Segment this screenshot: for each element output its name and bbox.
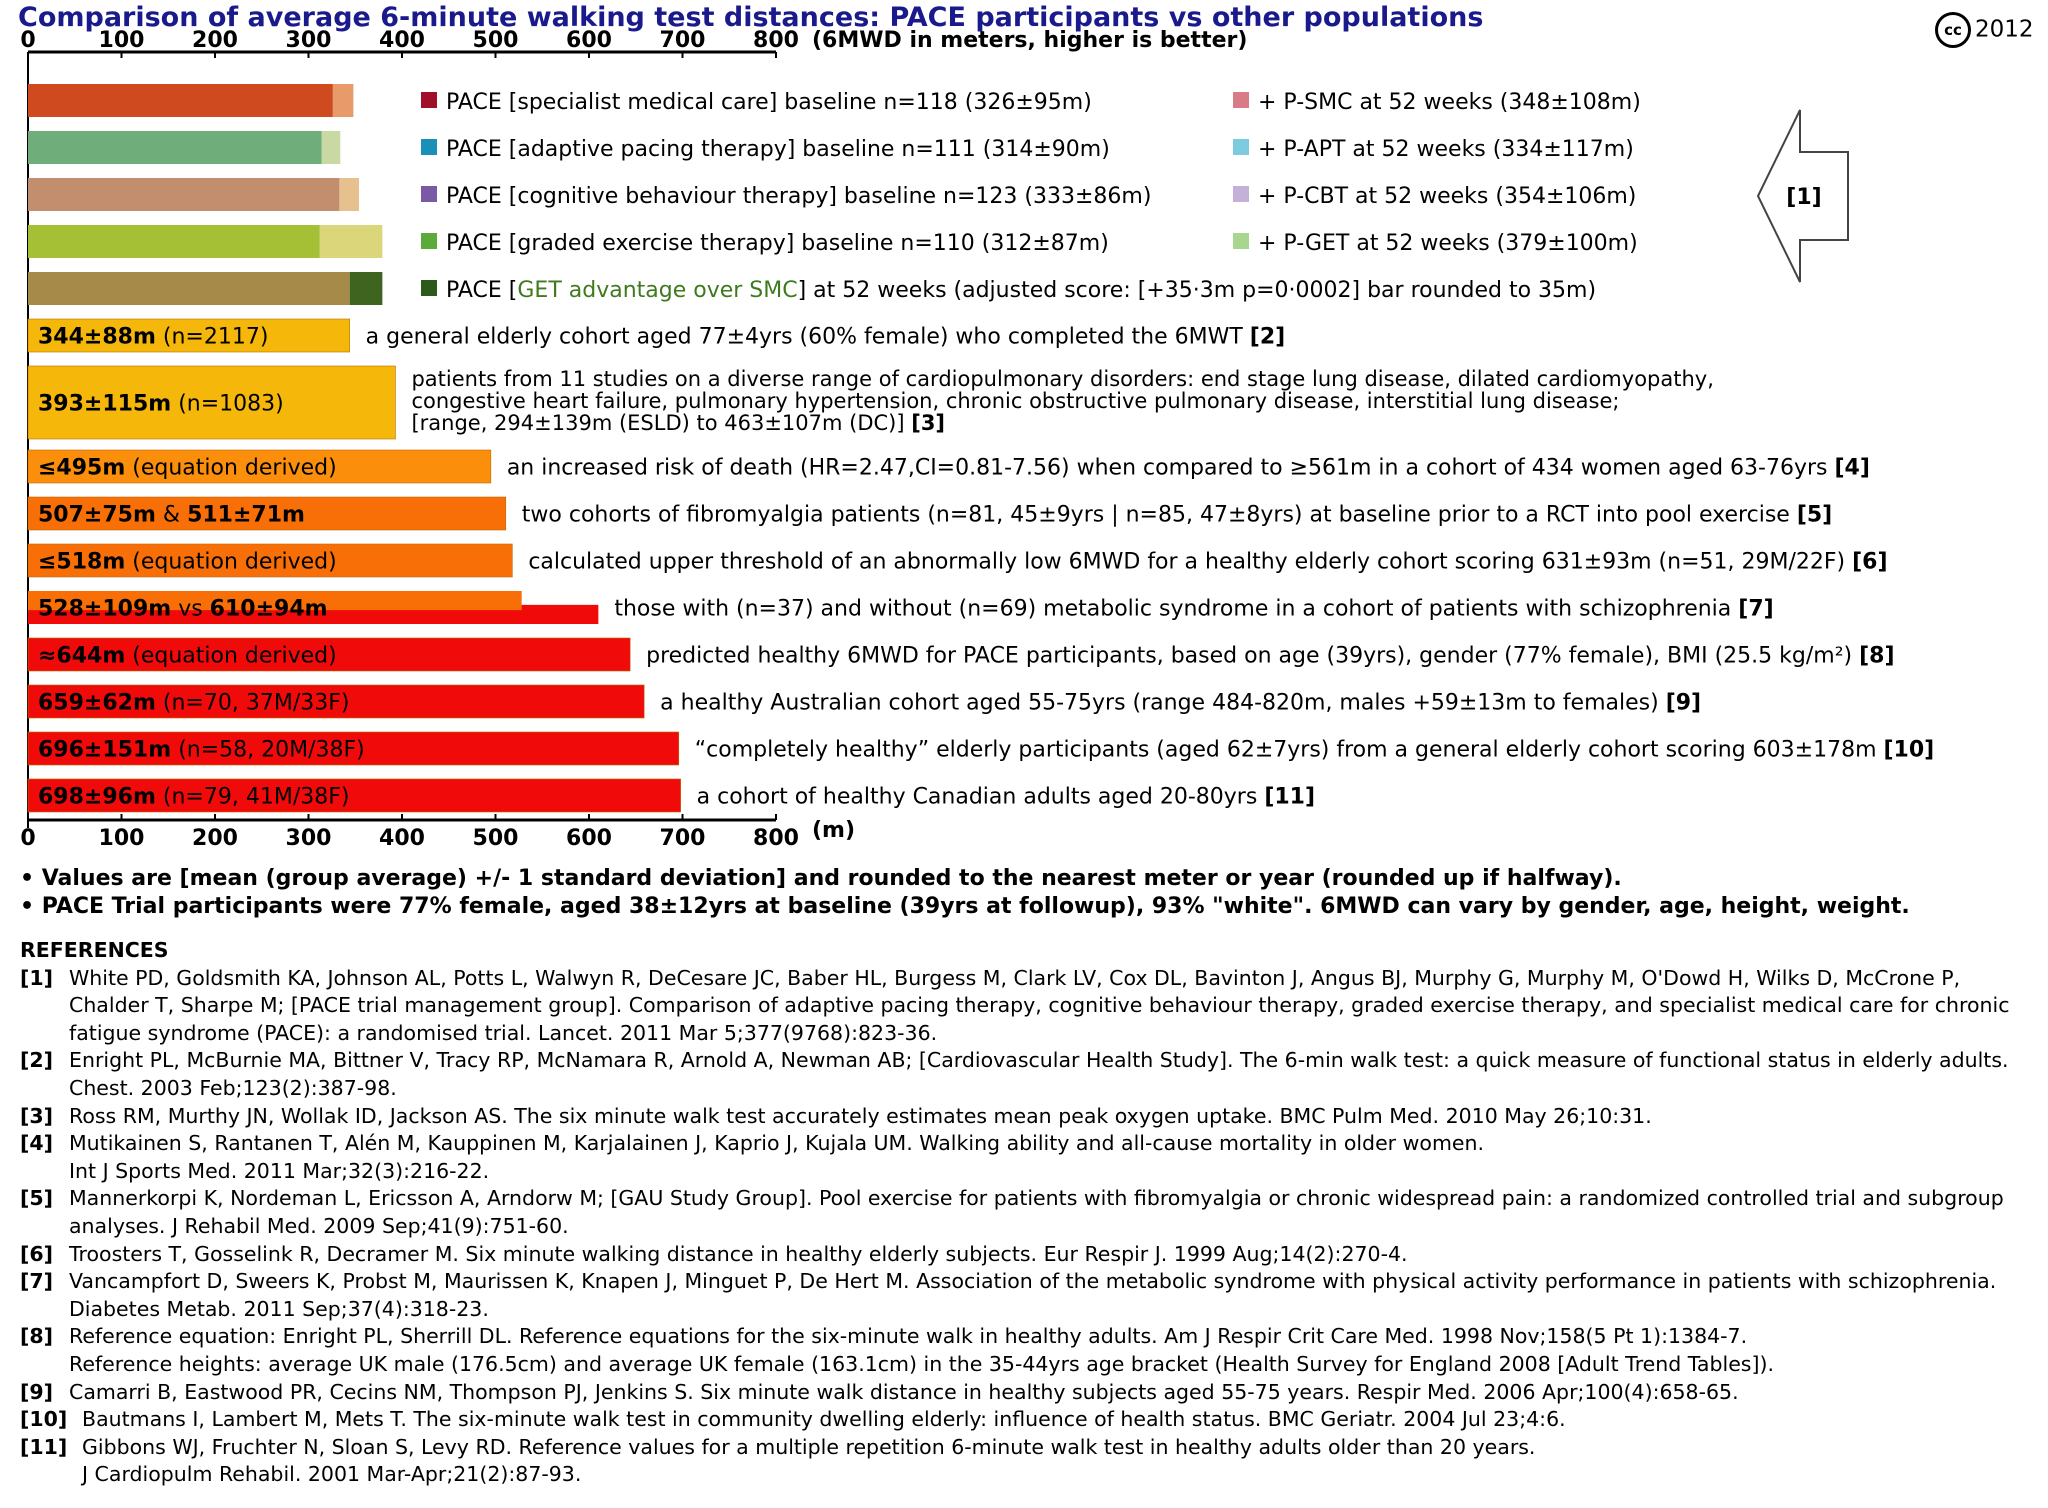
bottom-tick-label: 0 (20, 826, 36, 851)
description-text: a healthy Australian cohort aged 55-75yrs (range 484-820m, males +59±13m to females) (660, 690, 1666, 716)
bar-value-text: & (155, 502, 188, 528)
footnote: • PACE Trial participants were 77% female, aged 38±12yrs at baseline (39yrs at followup), 93% "white". 6MWD can vary by gender, age, height, weight. (20, 894, 1910, 919)
reference-id: [1] (20, 965, 54, 990)
references-heading: REFERENCES (20, 938, 169, 962)
reference-marker: [4] (1834, 455, 1870, 481)
reference-text: Int J Sports Med. 2011 Mar;32(3):216-22. (69, 1158, 490, 1183)
reference-entry (20, 1434, 2040, 1489)
bar-value-text: (n=58, 20M/38F) (171, 737, 365, 763)
bar-value-text: (equation derived) (125, 549, 337, 575)
top-tick-label: 100 (98, 28, 145, 53)
reference-id: [4] (20, 1131, 54, 1156)
top-tick-label: 800 (753, 28, 799, 53)
adjusted-base-bar (28, 272, 350, 305)
bar-value-text: (equation derived) (125, 455, 337, 481)
reference-id: [9] (20, 1379, 54, 1404)
followup-bar (322, 131, 341, 164)
reference-entry (20, 1323, 2040, 1378)
row-description (522, 503, 1832, 528)
reference-id: [11] (20, 1434, 68, 1459)
legend-swatch (1233, 233, 1249, 249)
reference-id: [10] (20, 1407, 68, 1432)
reference-text: Vancampfort D, Sweers K, Probst M, Maurissen K, Knapen J, Minguet P, De Hert M. Association of the metabolic syndrome with physical activity performance in patients with schizophrenia. Diabetes Metab. 2011 Sep;37(4):318-23. (69, 1269, 1997, 1321)
row-description (528, 550, 1887, 575)
description-text: two cohorts of fibromyalgia patients (n=81, 45±9yrs | n=85, 47±8yrs) at baseline prior to a RCT into pool exercise (521, 502, 1797, 528)
bar-value-text: (equation derived) (125, 643, 337, 669)
reference-id: [2] (20, 1048, 54, 1073)
x-axis-label-top: (6MWD in meters, higher is better) (812, 28, 1248, 53)
bar-value-label (38, 456, 337, 481)
legend-label-followup: + P-APT at 52 weeks (334±117m) (1258, 137, 1634, 162)
chart-title: Comparison of average 6-minute walking test distances: PACE participants vs other populations (18, 2, 1484, 33)
reference-id: [6] (20, 1241, 54, 1266)
top-tick-label: 300 (285, 28, 332, 53)
bar-value-label (38, 325, 268, 350)
description-text: those with (n=37) and without (n=69) metabolic syndrome in a cohort of patients with schizophrenia (614, 596, 1739, 622)
legend-swatch (1233, 92, 1249, 108)
bottom-tick-label: 400 (379, 826, 425, 851)
reference-marker: [3] (911, 411, 946, 435)
bar-value-label (38, 738, 365, 763)
reference-id: [3] (20, 1103, 54, 1128)
footnotes (20, 865, 2040, 921)
description-text: congestive heart failure, pulmonary hypertension, chronic obstructive pulmonary disease, interstitial lung disease; (411, 389, 1620, 413)
reference-text: Ross RM, Murthy JN, Wollak ID, Jackson AS. The six minute walk test accurately estimates mean peak oxygen uptake. BMC Pulm Med. 2010 May 26;10:31. (69, 1103, 1652, 1128)
reference-entry (20, 1379, 2040, 1407)
bar-value-label (38, 503, 305, 528)
reference-marker: [10] (1883, 737, 1935, 763)
bar-value-bold: ≤495m (38, 455, 126, 481)
baseline-bar (28, 131, 322, 164)
baseline-bar (28, 225, 320, 258)
bar-value-bold: 610±94m (209, 596, 328, 622)
row-description (646, 644, 1894, 669)
bar-value-text: (n=2117) (155, 324, 269, 350)
legend-swatch (1233, 186, 1249, 202)
reference-entry (20, 1047, 2040, 1102)
description-text: predicted healthy 6MWD for PACE participants, based on age (39yrs), gender (77% female), BMI (25.5 kg/m²) (646, 643, 1860, 669)
legend-label-advantage (446, 278, 1596, 303)
bar-value-bold: 528±109m (38, 596, 172, 622)
reference-entry (20, 965, 2040, 1048)
bar-value-label (38, 644, 337, 669)
reference-marker: [2] (1249, 324, 1286, 350)
top-tick-label: 500 (472, 28, 519, 53)
reference-marker: [8] (1859, 643, 1895, 669)
bottom-tick-label: 300 (285, 826, 332, 851)
top-tick-label: 200 (192, 28, 238, 53)
bottom-tick-label: 100 (98, 826, 145, 851)
bottom-tick-label: 200 (192, 826, 238, 851)
baseline-bar (28, 84, 333, 117)
bar-value-bold: 507±75m (38, 502, 156, 528)
legend-text: PACE [ (446, 278, 518, 303)
bar-value-bold: ≈644m (38, 643, 126, 669)
footnote: • Values are [mean (group average) +/- 1 standard deviation] and rounded to the nearest meter or year (rounded up if halfway). (20, 866, 1622, 891)
row-description (411, 389, 1619, 413)
legend-label-followup: + P-CBT at 52 weeks (354±106m) (1258, 184, 1637, 209)
bar-value-bold: 393±115m (38, 391, 172, 417)
bar-value-bold: 659±62m (38, 690, 156, 716)
description-text: a cohort of healthy Canadian adults aged 20-80yrs (696, 784, 1265, 810)
bar-value-text: (n=79, 41M/38F) (155, 784, 350, 810)
top-tick-label: 0 (20, 28, 36, 53)
reference-id: [8] (20, 1324, 54, 1349)
reference-entry (20, 1130, 2040, 1185)
reference-text: Reference heights: average UK male (176.5cm) and average UK female (163.1cm) in the 35-44yrs age bracket (Health Survey for England 2008 [Adult Trend Tables]). (69, 1351, 1775, 1376)
reference-list (20, 965, 2040, 1489)
legend-swatch (421, 92, 437, 108)
description-text: patients from 11 studies on a diverse range of cardiopulmonary disorders: end stage lung disease, dilated cardiomyopathy, (411, 367, 1714, 391)
row-description (660, 691, 1701, 716)
bar-value-label (38, 785, 349, 810)
bar-value-bold: ≤518m (38, 549, 126, 575)
reference-marker: [11] (1264, 784, 1316, 810)
legend-label-baseline: PACE [specialist medical care] baseline n=118 (326±95m) (446, 90, 1092, 115)
legend-highlight: GET advantage over SMC (517, 278, 798, 303)
baseline-bar (28, 178, 339, 211)
description-text: calculated upper threshold of an abnormally low 6MWD for a healthy elderly cohort scoring 631±93m (n=51, 29M/22F) (528, 549, 1853, 575)
bottom-tick-label: 600 (566, 826, 612, 851)
legend-swatch (421, 280, 437, 296)
reference-text: Reference equation: Enright PL, Sherrill DL. Reference equations for the six-minute walk in healthy adults. Am J Respir Crit Care Med. 1998 Nov;158(5 Pt 1):1384-7. (69, 1324, 1748, 1349)
top-tick-label: 600 (566, 28, 612, 53)
row-description (695, 738, 1934, 763)
bar-value-text: (n=70, 37M/33F) (155, 690, 350, 716)
advantage-bar (350, 272, 383, 305)
bar-value-bold: 696±151m (38, 737, 172, 763)
bar-value-bold: 698±96m (38, 784, 156, 810)
bar-value-label (38, 392, 284, 417)
reference-marker: [5] (1796, 502, 1833, 528)
legend-label-baseline: PACE [cognitive behaviour therapy] baseline n=123 (333±86m) (446, 184, 1152, 209)
bar-value-bold: 511±71m (187, 502, 305, 528)
bar-value-bold: 344±88m (38, 324, 156, 350)
legend-swatch (1233, 139, 1249, 155)
row-description (411, 411, 945, 435)
bar-value-label (38, 597, 328, 622)
reference-entry (20, 1406, 2040, 1434)
description-text: [range, 294±139m (ESLD) to 463±107m (DC)] (411, 411, 912, 435)
reference-marker: [7] (1738, 596, 1774, 622)
legend-label-baseline: PACE [adaptive pacing therapy] baseline n=111 (314±90m) (446, 137, 1110, 162)
bar-value-label (38, 691, 349, 716)
bar-value-text: (n=1083) (171, 391, 284, 417)
row-description (507, 456, 1870, 481)
legend-label-followup: + P-SMC at 52 weeks (348±108m) (1258, 90, 1641, 115)
reference-text: Mutikainen S, Rantanen T, Alén M, Kauppinen M, Karjalainen J, Kaprio J, Kujala UM. Walking ability and all-cause mortality in older women. (69, 1131, 1485, 1156)
reference-marker: [6] (1852, 549, 1888, 575)
legend-label-baseline: PACE [graded exercise therapy] baseline n=110 (312±87m) (446, 231, 1109, 256)
reference-text: Gibbons WJ, Fruchter N, Sloan S, Levy RD. Reference values for a multiple repetition 6-minute walk test in healthy adults older than 20 years. (82, 1434, 1536, 1459)
description-text: a general elderly cohort aged 77±4yrs (60% female) who completed the 6MWT (365, 324, 1250, 350)
legend-text: ] at 52 weeks (adjusted score: [+35·3m p=0·0002] bar rounded to 35m) (797, 278, 1597, 303)
legend-swatch (421, 186, 437, 202)
followup-bar (339, 178, 359, 211)
reference-text: J Cardiopulm Rehabil. 2001 Mar-Apr;21(2):87-93. (82, 1462, 582, 1487)
reference-entry (20, 1268, 2040, 1323)
legend-label-followup: + P-GET at 52 weeks (379±100m) (1258, 231, 1638, 256)
reference-text: Camarri B, Eastwood PR, Cecins NM, Thompson PJ, Jenkins S. Six minute walk distance in healthy subjects aged 55-75 years. Respir Med. 2006 Apr;100(4):658-65. (69, 1379, 1739, 1404)
reference-text: White PD, Goldsmith KA, Johnson AL, Potts L, Walwyn R, DeCesare JC, Baber HL, Burgess M, Clark LV, Cox DL, Bavinton J, Angus BJ, Murphy G, Murphy M, O'Dowd H, Wilks D, McCrone P, Chalder T, Sharpe M; [PACE trial management group]. Comparison of adaptive pacing therapy, cognitive behaviour therapy, graded exercise therapy, and specialist medical care for chronic fatigue syndrome (PACE): a randomised trial. Lancet. 2011 Mar 5;377(9768):823-36. (69, 965, 2010, 1045)
legend-swatch (421, 233, 437, 249)
followup-bar (333, 84, 354, 117)
copyright-year: 2012 (1975, 16, 2034, 43)
reference-marker: [9] (1665, 690, 1702, 716)
reference-entry (20, 1103, 2040, 1131)
bottom-tick-label: 500 (472, 826, 519, 851)
legend-swatch (421, 139, 437, 155)
reference-entry (20, 1185, 2040, 1240)
top-tick-label: 700 (659, 28, 706, 53)
row-description (411, 367, 1713, 391)
arrow-reference-label: [1] (1786, 185, 1822, 210)
x-axis-label-bottom: (m) (812, 818, 856, 843)
description-text: “completely healthy” elderly participants (aged 62±7yrs) from a general elderly cohort scoring 603±178m (694, 737, 1884, 763)
creative-commons-icon: cc (1935, 12, 1971, 48)
bottom-tick-label: 800 (753, 826, 799, 851)
reference-text: Enright PL, McBurnie MA, Bittner V, Tracy RP, McNamara R, Arnold A, Newman AB; [Cardiovascular Health Study]. The 6-min walk test: a quick measure of functional status in elderly adults. Chest. 2003 Feb;123(2):387-98. (69, 1048, 2009, 1100)
reference-text: Bautmans I, Lambert M, Mets T. The six-minute walk test in community dwelling elderly: influence of health status. BMC Geriatr. 2004 Jul 23;4:6. (82, 1407, 1566, 1432)
description-text: an increased risk of death (HR=2.47,CI=0.81-7.56) when compared to ≥561m in a cohort of 434 women aged 63-76yrs (506, 455, 1835, 481)
reference-text: Troosters T, Gosselink R, Decramer M. Six minute walking distance in healthy elderly subjects. Eur Respir J. 1999 Aug;14(2):270-4. (69, 1241, 1408, 1266)
row-description (614, 597, 1773, 622)
top-tick-label: 400 (379, 28, 425, 53)
followup-bar (320, 225, 383, 258)
bar-value-label (38, 550, 337, 575)
bottom-tick-label: 700 (659, 826, 706, 851)
reference-text: Mannerkorpi K, Nordeman L, Ericsson A, Arndorw M; [GAU Study Group]. Pool exercise for patients with fibromyalgia or chronic widespread pain: a randomized controlled trial and subgroup analyses. J Rehabil Med. 2009 Sep;41(9):751-60. (69, 1186, 2004, 1238)
row-description (697, 785, 1315, 810)
row-description (366, 325, 1286, 350)
reference-id: [5] (20, 1186, 54, 1211)
bar-value-text: vs (171, 596, 210, 622)
references (20, 937, 2040, 1489)
reference-entry (20, 1241, 2040, 1269)
reference-id: [7] (20, 1269, 54, 1294)
